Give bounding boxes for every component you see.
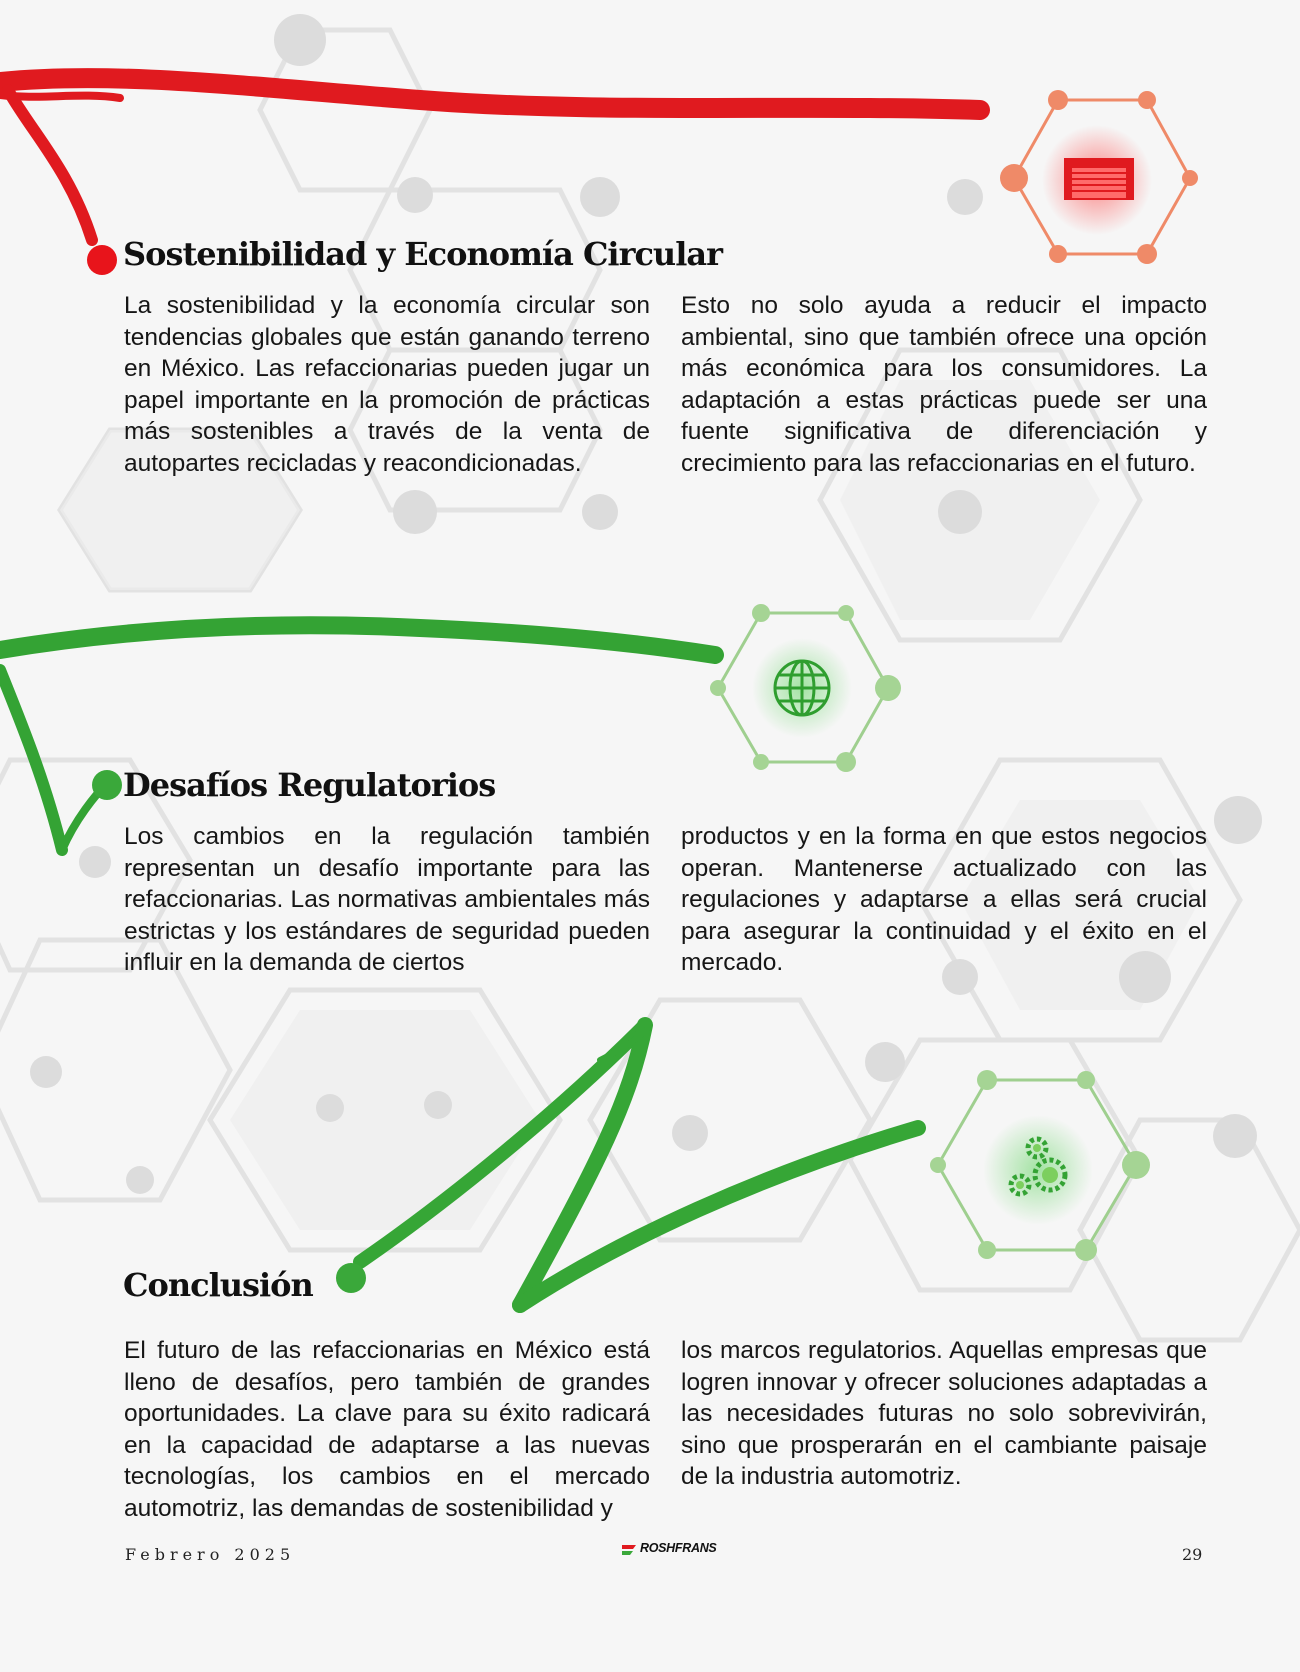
section-heading: Desafíos Regulatorios <box>123 766 496 804</box>
brand-name: ROSHFRANS <box>640 1541 717 1555</box>
section-body-col1: La sostenibilidad y la economía circular son tendencias globales que están ganando terreno en México. Las refaccionarias pueden jugar un papel importante en la promoción de prácticas más sostenibles a través de la venta de autopartes recicladas y reacondicionadas. <box>124 292 650 477</box>
section-body-col2: los marcos regulatorios. Aquellas empresas que logren innovar y ofrecer soluciones adaptadas a las necesidades futuras no solo sobrevivirán, sino que prosperarán en el cambiante paisaje de la industria automotriz. <box>681 1337 1207 1490</box>
green-brush-stroke <box>0 625 715 850</box>
brand-logo <box>622 1540 717 1560</box>
section-body-col2: Esto no solo ayuda a reducir el impacto ambiental, sino que también ofrece una opción más económica para los consumidores. La adaptación a estas prácticas puede ser una fuente significativa de diferenciación y crecimiento para las refaccionarias en el futuro. <box>681 292 1207 477</box>
section-body-col2: productos y en la forma en que estos negocios operan. Mantenerse actualizado con las regulaciones y adaptarse a ellas será crucial para asegurar la continuidad y el éxito en el mercado. <box>681 823 1207 976</box>
footer-date: Febrero 2025 <box>125 1545 296 1564</box>
garage-door-icon <box>1000 90 1198 264</box>
red-brush-stroke <box>0 78 980 240</box>
globe-icon <box>710 604 901 772</box>
section-body-col1: Los cambios en la regulación también representan un desafío importante para las refaccionarias. Las normativas ambientales más estrictas y los estándares de seguridad pueden influir en la demanda de ciertos <box>124 823 650 976</box>
section-heading: Conclusión <box>123 1266 313 1304</box>
brand-logo-mark <box>622 1542 642 1558</box>
section-bullet <box>336 1263 366 1293</box>
page-number: 29 <box>1182 1545 1203 1564</box>
section-body-col1: El futuro de las refaccionarias en México está lleno de desafíos, pero también de grandes oportunidades. La clave para su éxito radicará en la capacidad de adaptarse a las nuevas tecnologías, los cambios en el mercado automotriz, las demandas de sostenibilidad y <box>124 1337 650 1522</box>
section-bullet <box>92 770 122 800</box>
section-heading: Sostenibilidad y Economía Circular <box>123 235 722 273</box>
section-bullet <box>87 245 117 275</box>
